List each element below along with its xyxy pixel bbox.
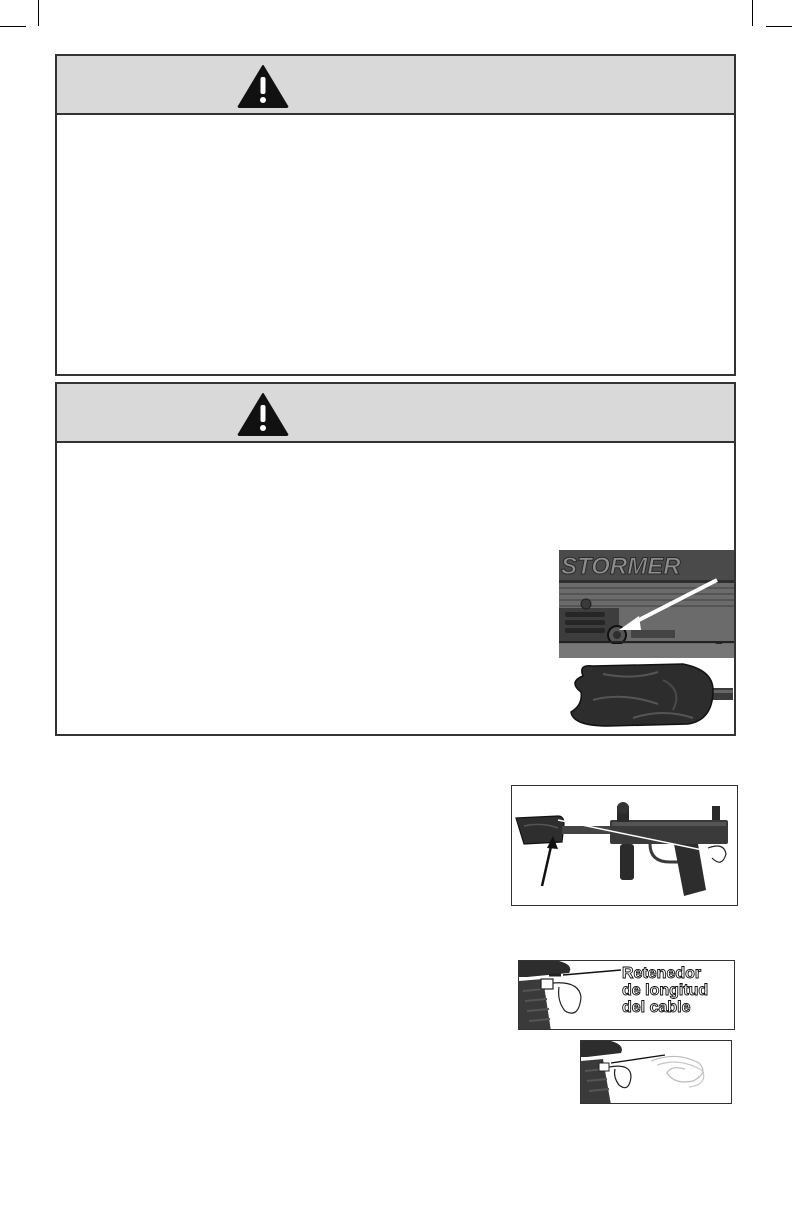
warning-triangle-icon xyxy=(237,64,289,108)
warning-box-bottom xyxy=(55,382,736,736)
crop-mark-top-left-v xyxy=(38,0,40,26)
crop-mark-top-right-v xyxy=(752,0,754,26)
warning-header-top xyxy=(57,56,734,115)
callout-line-2: de longitud xyxy=(622,982,709,999)
marker-with-barrel-sock-figure xyxy=(511,785,738,906)
retainer-callout xyxy=(622,965,708,1016)
cord-length-retainer-figure xyxy=(518,960,735,1030)
callout-line-3: del cable xyxy=(622,999,691,1016)
svg-text:STORMER: STORMER xyxy=(561,553,681,580)
cord-retainer-closeup-figure xyxy=(580,1040,732,1104)
crop-mark-top-right-h xyxy=(766,26,792,39)
barrel-sock-photo xyxy=(563,660,733,730)
warning-header-bottom xyxy=(57,384,734,443)
crop-mark-top-left-h xyxy=(0,26,26,39)
callout-line-1: Retenedor xyxy=(622,965,702,982)
warning-triangle-icon xyxy=(237,392,289,436)
warning-box-top xyxy=(55,54,736,376)
receiver-closeup-photo xyxy=(559,550,734,658)
